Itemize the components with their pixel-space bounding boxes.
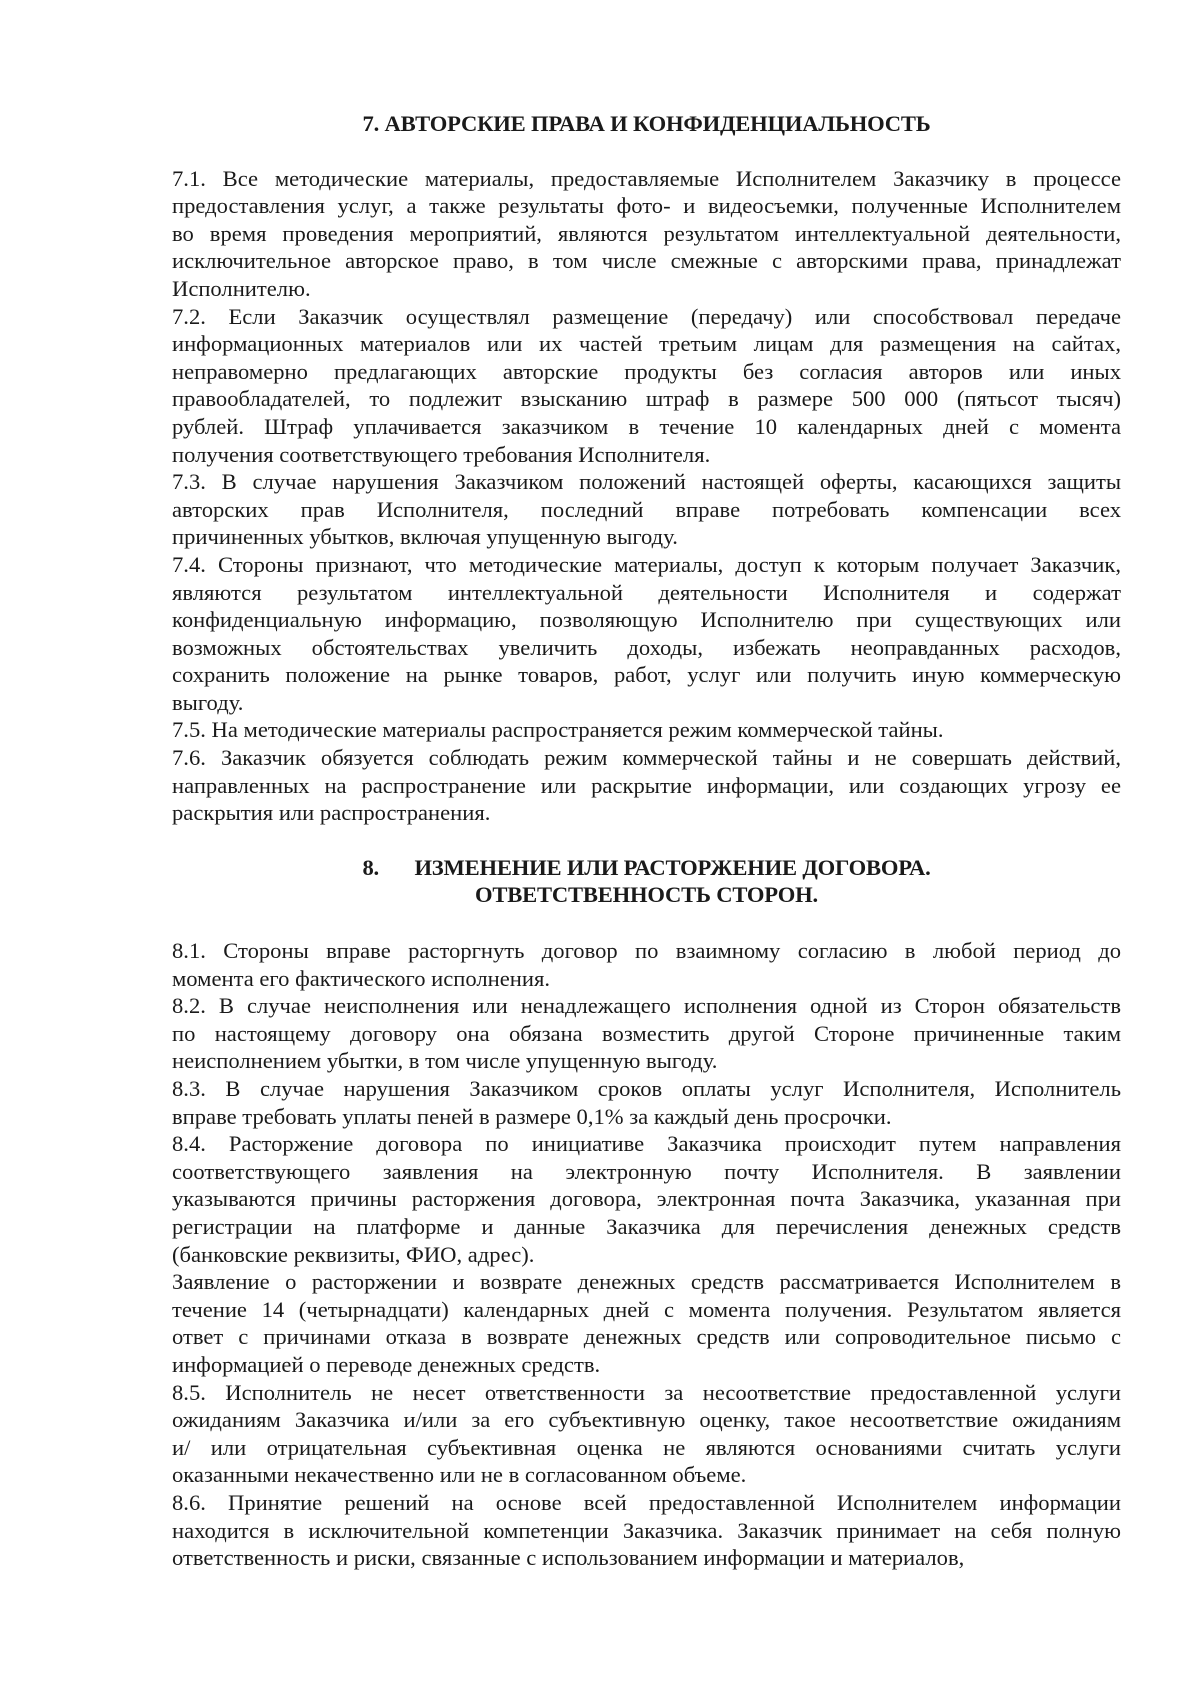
clause-line: возможных обстоятельствах увеличить доходы, избежать неоправданных расходов, — [172, 634, 1121, 660]
section-7-body — [172, 165, 1121, 827]
clause-line: информационных материалов или их частей третьим лицам для размещения на сайтах, — [172, 331, 1121, 357]
clause-7.3 — [172, 468, 1121, 551]
section-8-heading-line-1 — [172, 854, 1121, 882]
clause-line: находится в исключительной компетенции Заказчика. Заказчик принимает на себя полную — [172, 1517, 1121, 1543]
clause-line: 7.1. Все методические материалы, предоставляемые Исполнителем Заказчику в процессе — [172, 165, 1121, 191]
clause-line: информацией о переводе денежных средств. — [172, 1351, 601, 1377]
section-8-heading — [172, 854, 1121, 909]
clause-line: правообладателей, то подлежит взысканию штраф в размере 500 000 (пятьсот тысяч) — [172, 386, 1121, 412]
clause-line: 7.4. Стороны признают, что методические материалы, доступ к которым получает Заказчик, — [172, 551, 1121, 577]
clause-line: регистрации на платформе и данные Заказчика для перечисления денежных средств — [172, 1213, 1121, 1239]
clause-8.1 — [172, 937, 1121, 992]
clause-line: ожиданиям Заказчика и/или за его субъективную оценку, такое несоответствие ожиданиям — [172, 1407, 1121, 1433]
clause-line: 7.3. В случае нарушения Заказчиком положений настоящей оферты, касающихся защиты — [172, 469, 1121, 495]
clause-line: момента его фактического исполнения. — [172, 965, 550, 991]
clause-line: 8.5. Исполнитель не несет ответственности за несоответствие предоставленной услуги — [172, 1379, 1121, 1405]
clause-line: раскрытия или распространения. — [172, 800, 491, 826]
clause-line: неисполнением убытки, в том числе упущенную выгоду. — [172, 1048, 718, 1074]
clause-line: исключительное авторское право, в том числе смежные с авторскими права, принадлежат — [172, 248, 1121, 274]
clause-line: 7.6. Заказчик обязуется соблюдать режим коммерческой тайны и не совершать действий, — [172, 745, 1121, 771]
clause-line: конфиденциальную информацию, позволяющую Исполнителю при существующих или — [172, 607, 1121, 633]
clause-line: 8.6. Принятие решений на основе всей предоставленной Исполнителем информации — [172, 1489, 1121, 1515]
section-8-title-line-2: ОТВЕТСТВЕННОСТЬ СТОРОН. — [475, 882, 818, 908]
clause-line: получения соответствующего требования Исполнителя. — [172, 441, 711, 467]
clause-line: 8.4. Расторжение договора по инициативе Заказчика происходит путем направления — [172, 1131, 1121, 1157]
clause-line: ответ с причинами отказа в возврате денежных средств или сопроводительное письмо с — [172, 1324, 1121, 1350]
clause-line: рублей. Штраф уплачивается заказчиком в течение 10 календарных дней с момента — [172, 413, 1121, 439]
clause-7.1 — [172, 165, 1121, 303]
clause-line: Исполнителю. — [172, 275, 311, 301]
clause-7.6 — [172, 744, 1121, 827]
section-8-number: 8. — [362, 854, 379, 880]
clause-line: во время проведения мероприятий, являются результатом интеллектуальной деятельности, — [172, 220, 1121, 246]
clause-7.5 — [172, 716, 1121, 744]
clause-8.2 — [172, 992, 1121, 1075]
clause-line: ответственность и риски, связанные с использованием информации и материалов, — [172, 1545, 965, 1571]
clause-line: течение 14 (четырнадцати) календарных дней с момента получения. Результатом является — [172, 1296, 1121, 1322]
clause-line: направленных на распространение или раскрытие информации, или создающих угрозу ее — [172, 772, 1121, 798]
clause-line: 8.2. В случае неисполнения или ненадлежащего исполнения одной из Сторон обязательств — [172, 993, 1121, 1019]
clause-8.6 — [172, 1489, 1121, 1572]
clause-line: 8.3. В случае нарушения Заказчиком сроков оплаты услуг Исполнителя, Исполнитель — [172, 1076, 1121, 1101]
clause-line: Заявление о расторжении и возврате денежных средств рассматривается Исполнителем в — [172, 1269, 1121, 1295]
clause-line: выгоду. — [172, 689, 244, 715]
clause-line: сохранить положение на рынке товаров, работ, услуг или получить иную коммерческую — [172, 662, 1121, 688]
clause-line: вправе требовать уплаты пеней в размере 0,1% за каждый день просрочки. — [172, 1103, 892, 1129]
clause-line: являются результатом интеллектуальной деятельности Исполнителя и содержат — [172, 579, 1121, 605]
clause-8.5 — [172, 1379, 1121, 1489]
clause-line: предоставления услуг, а также результаты фото- и видеосъемки, полученные Исполнителем — [172, 193, 1121, 219]
clause-7.4 — [172, 551, 1121, 717]
clause-7.2 — [172, 303, 1121, 469]
clause-line: авторских прав Исполнителя, последний вправе потребовать компенсации всех — [172, 496, 1121, 522]
clause-line: причиненных убытков, включая упущенную выгоду. — [172, 524, 678, 550]
clause-line: оказанными некачественно или не в согласованном объеме. — [172, 1462, 747, 1488]
clause-line: соответствующего заявления на электронную почту Исполнителя. В заявлении — [172, 1158, 1121, 1184]
clause-line: указываются причины расторжения договора, электронная почта Заказчика, указанная при — [172, 1186, 1121, 1212]
clause-line: 7.2. Если Заказчик осуществлял размещение (передачу) или способствовал передаче — [172, 303, 1121, 329]
clause-8.4-cont — [172, 1268, 1121, 1378]
clause-line: неправомерно предлагающих авторские продукты без согласия авторов или иных — [172, 358, 1121, 384]
clause-line: 8.1. Стороны вправе расторгнуть договор по взаимному согласию в любой период до — [172, 938, 1121, 964]
section-7-heading: 7. АВТОРСКИЕ ПРАВА И КОНФИДЕНЦИАЛЬНОСТЬ — [362, 111, 931, 136]
clause-line: по настоящему договору она обязана возместить другой Стороне причиненные таким — [172, 1020, 1121, 1046]
clause-8.4 — [172, 1130, 1121, 1268]
clause-8.3 — [172, 1075, 1121, 1130]
clause-line: (банковские реквизиты, ФИО, адрес). — [172, 1241, 535, 1267]
clause-line: и/ или отрицательная субъективная оценка не являются основаниями считать услуги — [172, 1434, 1121, 1460]
section-8-title-line-1: ИЗМЕНЕНИЕ ИЛИ РАСТОРЖЕНИЕ ДОГОВОРА. — [414, 854, 931, 880]
clause-line: 7.5. На методические материалы распространяется режим коммерческой тайны. — [172, 717, 944, 743]
section-8-body — [172, 937, 1121, 1572]
document-page — [172, 110, 1121, 1572]
